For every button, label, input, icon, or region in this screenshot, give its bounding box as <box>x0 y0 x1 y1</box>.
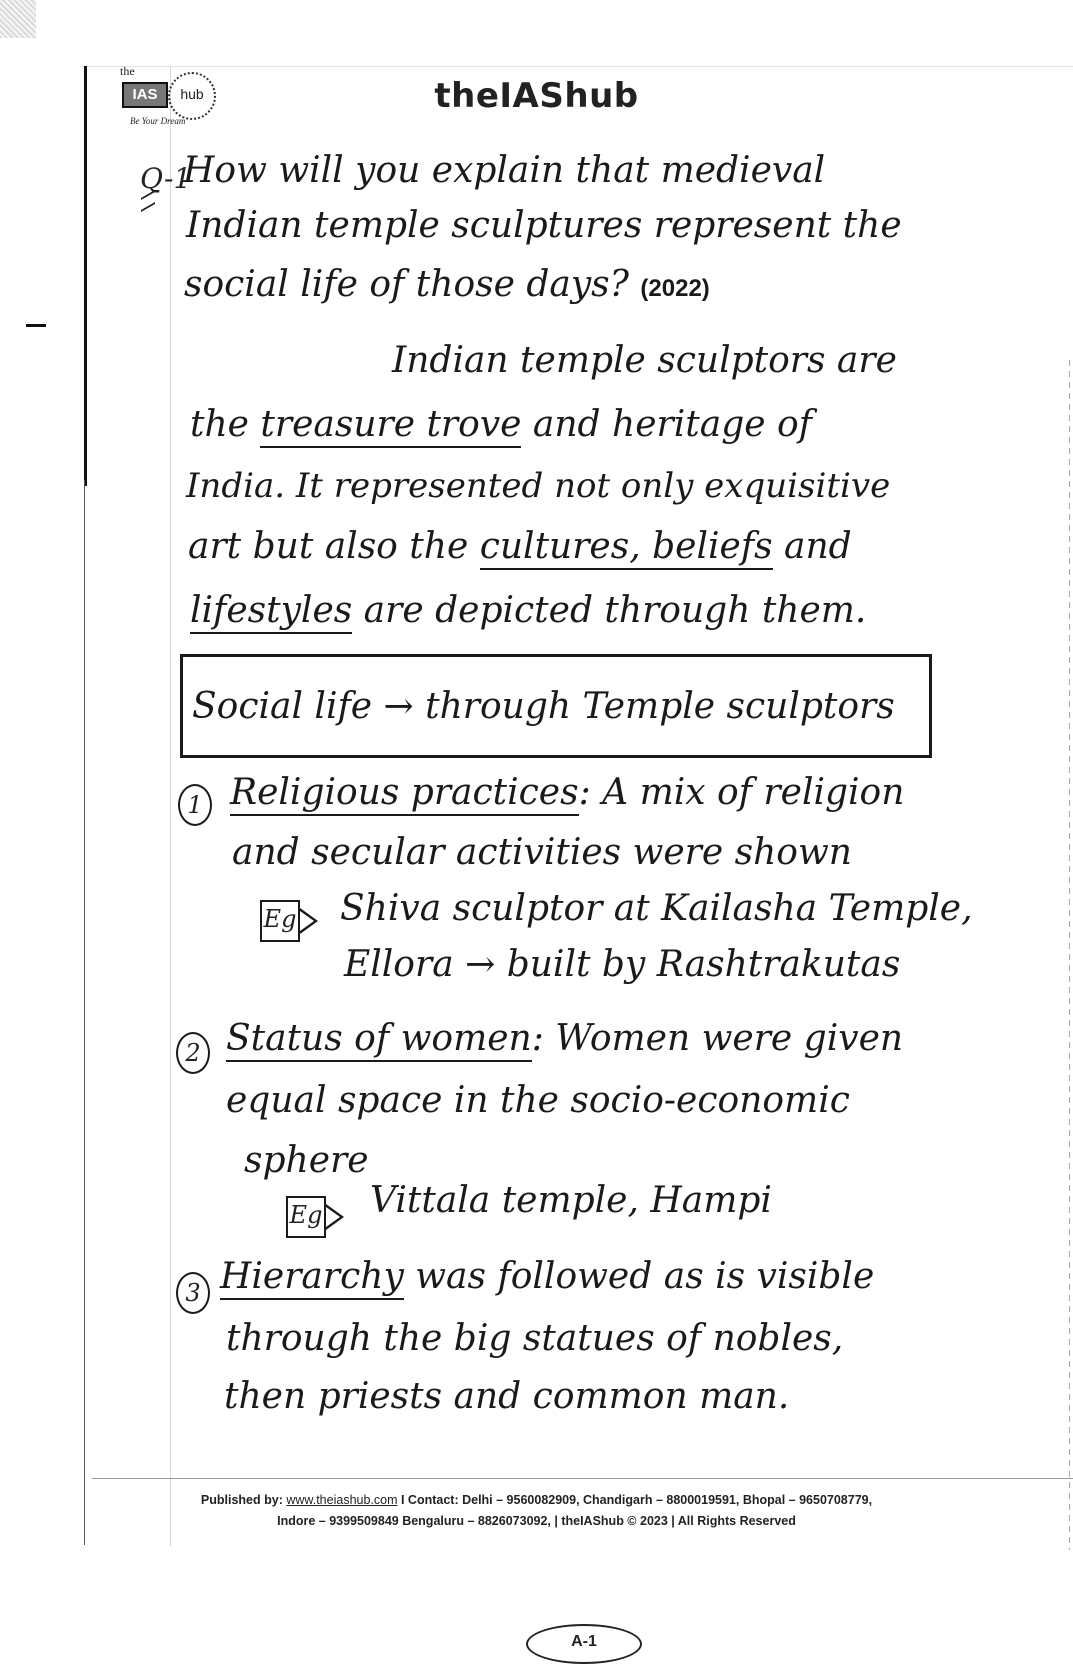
point-1-eg-line-1: Shiva sculptor at Kailasha Temple, <box>340 888 973 929</box>
question-line-2: Indian temple sculptures represent the <box>186 205 902 246</box>
point-2-number: 2 <box>176 1032 210 1074</box>
point-2-line-1 <box>226 1018 903 1059</box>
point-3-line-3: then priests and common man. <box>224 1376 790 1417</box>
top-rule <box>82 66 1073 67</box>
question-label: Q-1 <box>140 162 192 195</box>
point-1-eg-line-2: Ellora → built by Rashtrakutas <box>344 944 901 985</box>
logo-ias: IAS <box>122 82 168 108</box>
footer-contact: I Contact: Delhi – 9560082909, Chandigarh – 8800019591, Bhopal – 9650708779, <box>397 1493 873 1507</box>
point-3-number: 3 <box>176 1272 210 1314</box>
logo-hub: hub <box>168 72 216 120</box>
left-margin-rule <box>84 66 87 486</box>
point-2-eg-line-1: Vittala temple, Hampi <box>370 1180 772 1221</box>
point-2-title: Status of women <box>226 1018 532 1062</box>
point-3-text-1: was followed as is visible <box>403 1256 875 1297</box>
footer-rule <box>92 1478 1073 1479</box>
margin-line <box>170 66 171 1546</box>
point-3-line-2: through the big statues of nobles, <box>226 1318 844 1359</box>
intro-underlined-cultures-beliefs: cultures, beliefs <box>480 526 773 570</box>
point-2-eg-label: Eg <box>286 1196 326 1238</box>
logo-tagline: Be Your Dream <box>130 116 186 126</box>
right-edge-dashes <box>1069 360 1070 1550</box>
point-2-line-2: equal space in the socio-economic <box>226 1080 850 1121</box>
intro-line-5b: are depicted through them. <box>352 590 867 631</box>
point-1-line-1 <box>230 772 904 813</box>
intro-line-5 <box>190 590 866 631</box>
page-number: A-1 <box>526 1624 642 1664</box>
intro-line-2b: and heritage of <box>521 404 812 445</box>
question-year: (2022) <box>640 275 710 302</box>
margin-tick <box>26 324 46 327</box>
scan-smudge <box>0 0 36 38</box>
point-1-title: Religious practices <box>230 772 579 816</box>
question-line-3-text: social life of those days? <box>184 264 629 305</box>
boxed-heading-text: Social life → through Temple sculptors <box>192 686 895 727</box>
intro-underlined-lifestyles: lifestyles <box>190 590 352 634</box>
intro-line-4a: art but also the <box>188 526 480 567</box>
intro-line-1: Indian temple sculptors are <box>392 340 897 381</box>
point-1-number: 1 <box>178 784 212 826</box>
intro-line-4b: and <box>772 526 852 567</box>
intro-line-2 <box>190 404 812 445</box>
point-1-eg-label: Eg <box>260 900 300 942</box>
intro-line-4 <box>188 526 852 567</box>
point-2-text-1: : Women were given <box>531 1018 904 1059</box>
point-2-line-3: sphere <box>244 1140 369 1181</box>
point-3-line-1 <box>220 1256 874 1297</box>
intro-underlined-treasure-trove: treasure trove <box>260 404 521 448</box>
logo-the: the <box>120 64 135 78</box>
question-line-3 <box>184 264 710 305</box>
brand-title: theIAShub <box>434 76 639 116</box>
question-line-1: How will you explain that medieval <box>183 150 826 191</box>
point-3-title: Hierarchy <box>220 1256 404 1300</box>
footer-published: Published by: <box>200 1493 287 1507</box>
footer-line-1 <box>0 1493 1073 1507</box>
point-1-text-1: : A mix of religion <box>578 772 905 813</box>
footer-website-link[interactable]: www.theiashub.com <box>286 1493 398 1507</box>
point-1-line-2: and secular activities were shown <box>232 832 852 873</box>
left-margin-rule-lower <box>84 480 85 1545</box>
intro-line-2a: the <box>190 404 261 445</box>
intro-line-3: India. It represented not only exquisitive <box>186 466 891 506</box>
footer-line-2: Indore – 9399509849 Bengaluru – 8826073092, | theIAShub © 2023 | All Rights Reserved <box>277 1514 796 1528</box>
